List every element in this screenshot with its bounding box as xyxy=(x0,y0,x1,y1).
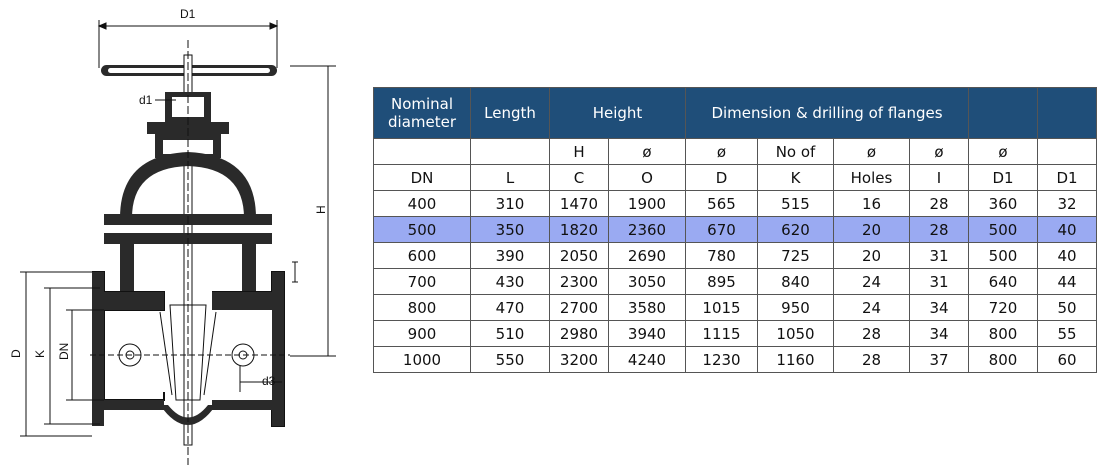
table-cell: 500 xyxy=(374,217,471,243)
dim-label-small-d1: d1 xyxy=(139,93,153,107)
table-cell: 640 xyxy=(969,269,1038,295)
letter-cell: L xyxy=(471,165,550,191)
dim-label-d3: d3 xyxy=(262,374,276,388)
symbol-cell xyxy=(374,139,471,165)
table-cell: 37 xyxy=(910,347,969,373)
table-cell: 400 xyxy=(374,191,471,217)
table-cell: 550 xyxy=(471,347,550,373)
table-cell: 1015 xyxy=(686,295,758,321)
table-cell: 1820 xyxy=(550,217,609,243)
table-cell: 1000 xyxy=(374,347,471,373)
table-cell: 1230 xyxy=(686,347,758,373)
table-cell: 1470 xyxy=(550,191,609,217)
table-cell: 510 xyxy=(471,321,550,347)
letter-cell: D1 xyxy=(1038,165,1097,191)
header-height: Height xyxy=(550,88,686,139)
table-cell: 3050 xyxy=(609,269,686,295)
table-cell: 28 xyxy=(910,191,969,217)
table-cell: 24 xyxy=(834,295,910,321)
table-cell: 3580 xyxy=(609,295,686,321)
symbol-cell: ø xyxy=(910,139,969,165)
table-row xyxy=(374,295,1097,321)
header-blank-1 xyxy=(969,88,1038,139)
table-cell: 1115 xyxy=(686,321,758,347)
table-cell: 1160 xyxy=(758,347,834,373)
table-cell: 895 xyxy=(686,269,758,295)
table-cell: 350 xyxy=(471,217,550,243)
table-cell: 28 xyxy=(834,321,910,347)
table-row xyxy=(374,191,1097,217)
table-cell: 390 xyxy=(471,243,550,269)
table-cell: 725 xyxy=(758,243,834,269)
letter-cell: C xyxy=(550,165,609,191)
letter-cell: D1 xyxy=(969,165,1038,191)
table-cell: 840 xyxy=(758,269,834,295)
table-row xyxy=(374,269,1097,295)
table-cell: 44 xyxy=(1038,269,1097,295)
table-cell: 28 xyxy=(910,217,969,243)
table-cell: 800 xyxy=(374,295,471,321)
table-cell: 2360 xyxy=(609,217,686,243)
table-cell: 4240 xyxy=(609,347,686,373)
table-cell: 1050 xyxy=(758,321,834,347)
table-cell: 50 xyxy=(1038,295,1097,321)
table-cell: 34 xyxy=(910,321,969,347)
header-length: Length xyxy=(471,88,550,139)
table-row xyxy=(374,347,1097,373)
table-row xyxy=(374,217,1097,243)
table-cell: 20 xyxy=(834,243,910,269)
table-cell: 565 xyxy=(686,191,758,217)
table-cell: 55 xyxy=(1038,321,1097,347)
table-cell: 800 xyxy=(969,321,1038,347)
table-cell: 2300 xyxy=(550,269,609,295)
dim-label-h: H xyxy=(314,205,328,214)
table-cell: 32 xyxy=(1038,191,1097,217)
table-cell: 20 xyxy=(834,217,910,243)
symbol-cell: ø xyxy=(686,139,758,165)
symbol-cell xyxy=(1038,139,1097,165)
table-cell: 950 xyxy=(758,295,834,321)
table-header-row xyxy=(374,88,1097,139)
table-cell: 28 xyxy=(834,347,910,373)
table-cell: 700 xyxy=(374,269,471,295)
table-cell: 31 xyxy=(910,269,969,295)
table-cell: 500 xyxy=(969,217,1038,243)
dim-label-d1-top: D1 xyxy=(180,7,196,21)
table-cell: 2050 xyxy=(550,243,609,269)
table-cell: 24 xyxy=(834,269,910,295)
header-nominal-diameter: Nominal diameter xyxy=(374,88,471,139)
letter-cell: D xyxy=(686,165,758,191)
table-cell: 600 xyxy=(374,243,471,269)
letter-cell: I xyxy=(910,165,969,191)
table-cell: 900 xyxy=(374,321,471,347)
valve-spec-table xyxy=(373,87,1097,373)
table-row xyxy=(374,321,1097,347)
table-cell: 620 xyxy=(758,217,834,243)
table-cell: 310 xyxy=(471,191,550,217)
table-cell: 470 xyxy=(471,295,550,321)
table-cell: 16 xyxy=(834,191,910,217)
table-cell: 360 xyxy=(969,191,1038,217)
dim-label-dn: DN xyxy=(57,342,71,360)
table-cell: 1900 xyxy=(609,191,686,217)
table-cell: 500 xyxy=(969,243,1038,269)
table-cell: 31 xyxy=(910,243,969,269)
symbol-row xyxy=(374,139,1097,165)
header-blank-2 xyxy=(1038,88,1097,139)
table-cell: 780 xyxy=(686,243,758,269)
table-cell: 430 xyxy=(471,269,550,295)
symbol-cell: ø xyxy=(609,139,686,165)
table-cell: 515 xyxy=(758,191,834,217)
table-cell: 3200 xyxy=(550,347,609,373)
dim-label-d: D xyxy=(9,349,23,358)
table-cell: 670 xyxy=(686,217,758,243)
letter-cell: O xyxy=(609,165,686,191)
letter-cell: Holes xyxy=(834,165,910,191)
table-cell: 720 xyxy=(969,295,1038,321)
table-cell: 2690 xyxy=(609,243,686,269)
symbol-cell: No of xyxy=(758,139,834,165)
table-cell: 3940 xyxy=(609,321,686,347)
table-cell: 2700 xyxy=(550,295,609,321)
letter-row xyxy=(374,165,1097,191)
table-cell: 2980 xyxy=(550,321,609,347)
header-flanges: Dimension & drilling of flanges xyxy=(686,88,969,139)
table-cell: 40 xyxy=(1038,217,1097,243)
symbol-cell xyxy=(471,139,550,165)
letter-cell: DN xyxy=(374,165,471,191)
table-cell: 34 xyxy=(910,295,969,321)
symbol-cell: ø xyxy=(834,139,910,165)
letter-cell: K xyxy=(758,165,834,191)
table-row xyxy=(374,243,1097,269)
table-cell: 40 xyxy=(1038,243,1097,269)
dim-label-k: K xyxy=(33,349,47,358)
symbol-cell: ø xyxy=(969,139,1038,165)
table-cell: 60 xyxy=(1038,347,1097,373)
gate-valve-drawing xyxy=(0,0,362,473)
symbol-cell: H xyxy=(550,139,609,165)
table-cell: 800 xyxy=(969,347,1038,373)
